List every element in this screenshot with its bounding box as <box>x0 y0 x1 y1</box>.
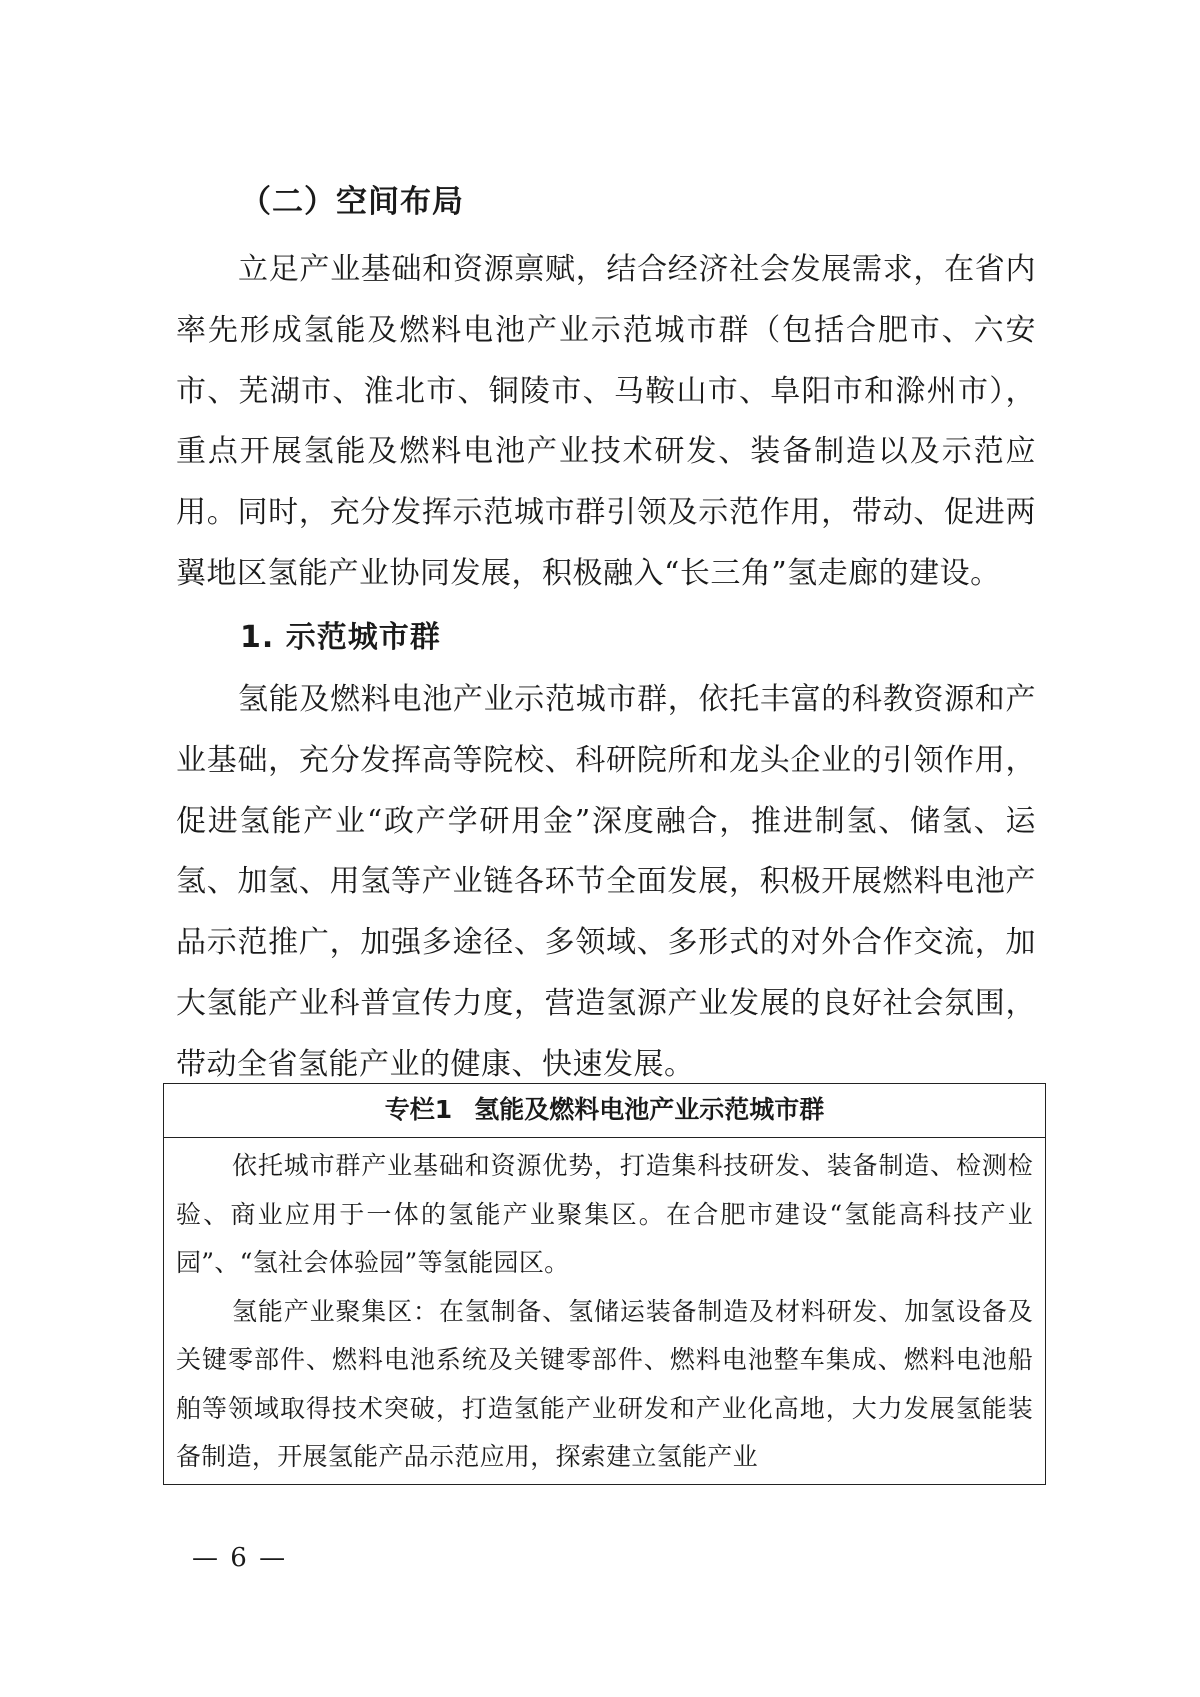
column-box-paragraph: 氢能产业聚集区：在氢制备、氢储运装备制造及材料研发、加氢设备及关键零部件、燃料电池系统及关键零部件、燃料电池整车集成、燃料电池船舶等领域取得技术突破，打造氢能产业研发和产业化高地，大力发展氢能装备制造，开展氢能产品示范应用，探索建立氢能产业 <box>176 1296 1033 1471</box>
page-number: — 6 — <box>192 1543 288 1573</box>
subsection-paragraph: 氢能及燃料电池产业示范城市群，依托丰富的科教资源和产业基础，充分发挥高等院校、科研院所和龙头企业的引领作用，促进氢能产业“政产学研用金”深度融合，推进制氢、储氢、运氢、加氢、用氢等产业链各环节全面发展，积极开展燃料电池产品示范推广，加强多途径、多领域、多形式的对外合作交流，加大氢能产业科普宣传力度，营造氢源产业发展的良好社会氛围，带动全省氢能产业的健康、快速发展。 <box>176 682 1036 1082</box>
column-box <box>163 1083 1046 1485</box>
column-box-title-prefix: 专栏1 <box>384 1095 453 1124</box>
column-box-paragraph: 依托城市群产业基础和资源优势，打造集科技研发、装备制造、检测检验、商业应用于一体的氢能产业聚集区。在合肥市建设“氢能高科技产业园”、“氢社会体验园”等氢能园区。 <box>176 1151 1033 1277</box>
column-box-title-text: 氢能及燃料电池产业示范城市群 <box>474 1095 825 1124</box>
column-box-title <box>164 1084 1045 1138</box>
section-paragraph: 立足产业基础和资源禀赋，结合经济社会发展需求，在省内率先形成氢能及燃料电池产业示范城市群（包括合肥市、六安市、芜湖市、淮北市、铜陵市、马鞍山市、阜阳市和滁州市），重点开展氢能及燃料电池产业技术研发、装备制造以及示范应用。同时，充分发挥示范城市群引领及示范作用，带动、促进两翼地区氢能产业协同发展，积极融入“长三角”氢走廊的建设。 <box>176 252 1036 591</box>
subsection-heading: 1. 示范城市群 <box>240 620 441 655</box>
column-box-body <box>164 1138 1045 1482</box>
section-heading: （二）空间布局 <box>240 184 464 220</box>
